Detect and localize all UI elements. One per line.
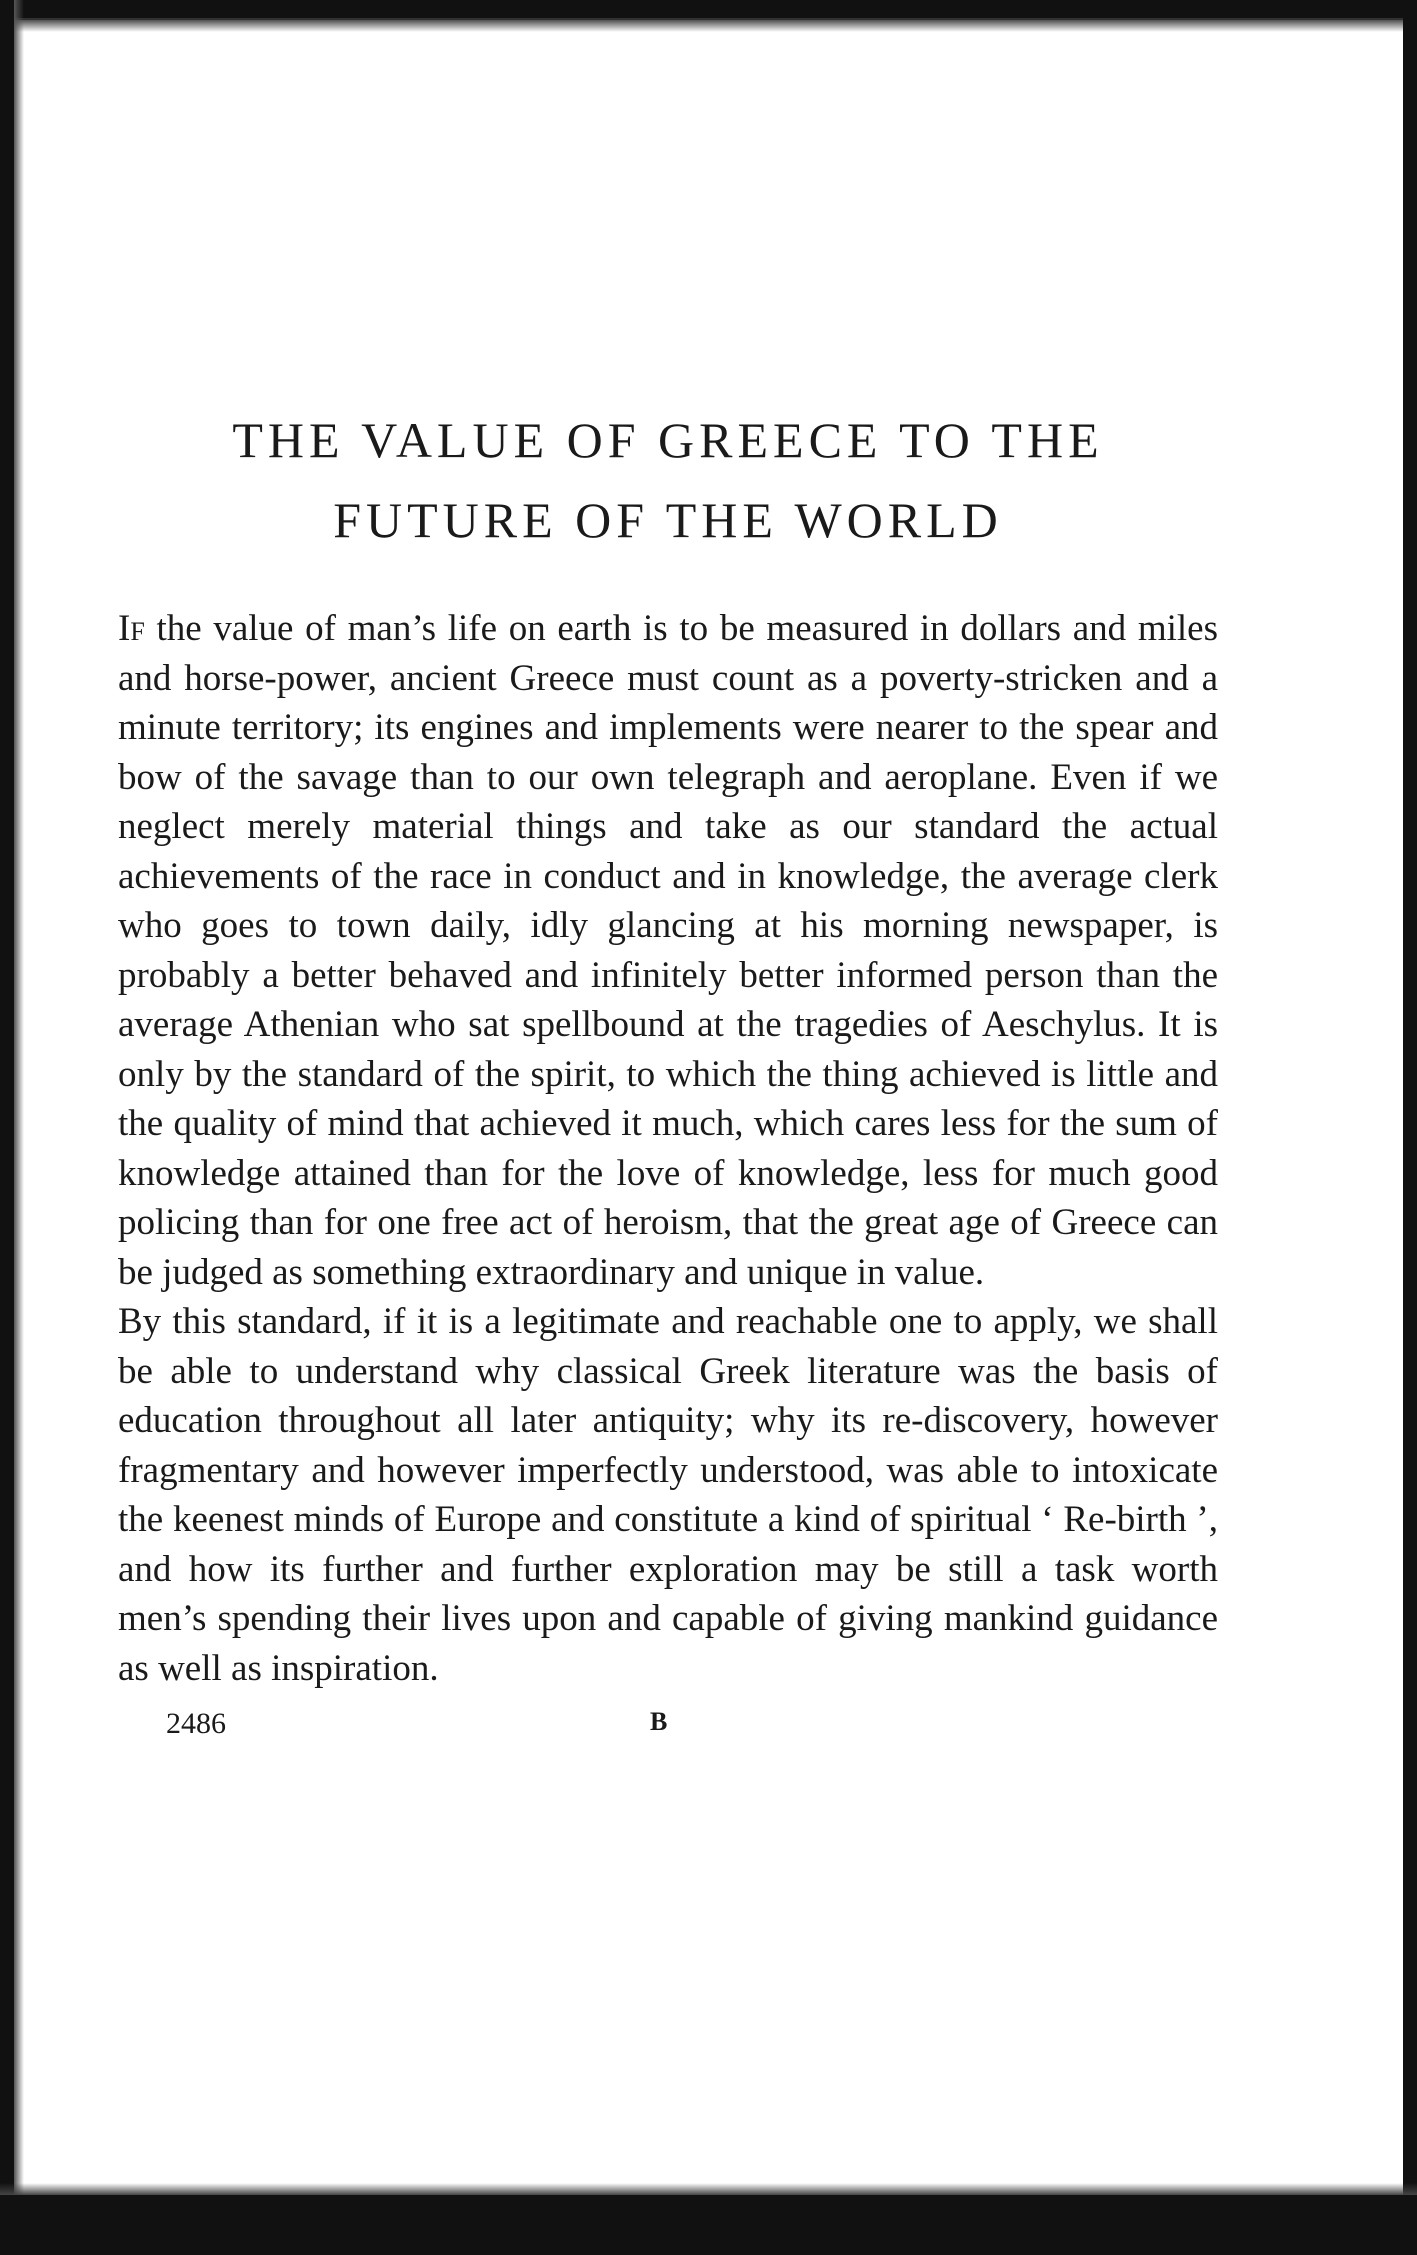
paragraph-2 <box>118 1297 1218 1693</box>
scan-shadow-left <box>14 0 24 2255</box>
opening-small-caps: If <box>118 608 145 649</box>
paragraph-1-text: the value of man’s life on earth is to be measured in dollars and miles and horse-power, ancient Greece must count as a poverty-stricken and a minute territory; its engines and implements were nearer to the spear and bow of the savage than to our own telegraph and aeroplane. Even if we neglect merely material things and take as our standard the actual achievements of the race in conduct and in knowledge, the average clerk who goes to town daily, idly glancing at his morning newspaper, is probably a better behaved and infinitely better informed person than the average Athenian who sat spellbound at the tragedies of Aeschylus. It is only by the standard of the spirit, to which the thing achieved is little and the quality of mind that achieved it much, which cares less for the sum of knowledge attained than for the love of knowledge, less for much good policing than for one free act of heroism, that the great age of Greece can be judged as something extraordinary and unique in value. <box>118 608 1218 1293</box>
page-footer <box>118 1707 1218 1747</box>
scan-edge-bottom <box>0 2195 1417 2255</box>
footer-number: 2486 <box>166 1707 226 1740</box>
book-page <box>118 400 1218 1747</box>
paragraph-2-text: By this standard, if it is a legitimate and reachable one to apply, we shall be able to understand why classical Greek literature was the basis of education throughout all later antiquity; why its re-discovery, however fragmentary and however imperfectly understood, was able to intoxicate the keenest minds of Europe and constitute a kind of spiritual ‘ Re-birth ’, and how its further and further exploration may be still a task worth men’s spending their lives upon and capable of giving mankind guidance as well as inspiration. <box>118 1301 1218 1689</box>
paragraph-1 <box>118 604 1218 1297</box>
scan-edge-top <box>0 0 1417 20</box>
chapter-title-line-1: THE VALUE OF GREECE TO THE <box>232 412 1104 468</box>
scan-shadow-top <box>0 18 1417 32</box>
scan-edge-right <box>1403 0 1417 2255</box>
scan-shadow-bottom <box>0 2183 1417 2195</box>
scan-edge-left <box>0 0 14 2255</box>
chapter-title <box>118 400 1218 560</box>
signature-mark: B <box>650 1707 668 1736</box>
chapter-title-line-2: FUTURE OF THE WORLD <box>333 492 1003 548</box>
